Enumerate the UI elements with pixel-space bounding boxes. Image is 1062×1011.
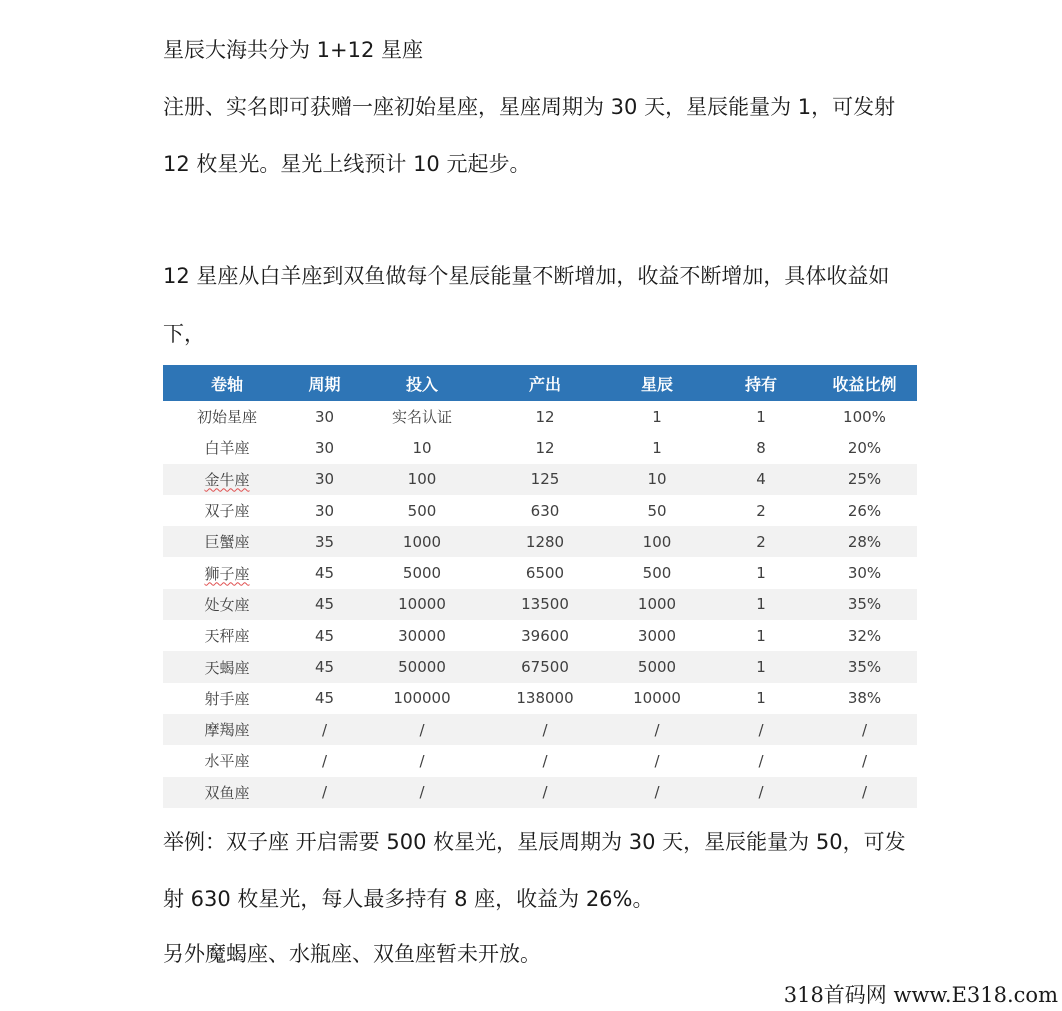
table-header-row <box>163 365 917 401</box>
cell-ratio: 28% <box>812 526 917 557</box>
cell-input: 10000 <box>358 589 486 620</box>
cell-hold: 2 <box>710 526 812 557</box>
cell-input: 100 <box>358 464 486 495</box>
cell-star: 1000 <box>604 589 710 620</box>
cell-ratio: / <box>812 777 917 808</box>
cell-hold: 1 <box>710 589 812 620</box>
cell-star: 10 <box>604 464 710 495</box>
cell-ratio: 32% <box>847 626 882 645</box>
cell-input: 5000 <box>402 564 442 583</box>
cell-scroll: 处女座 <box>163 589 291 620</box>
cell-cycle: 30 <box>314 438 335 457</box>
cell-star: 10000 <box>633 689 681 708</box>
cell-cycle: / <box>291 714 358 745</box>
cell-cycle: 45 <box>314 626 335 645</box>
intro-line-2: 注册、实名即可获赠一座初始星座，星座周期为 30 天，星辰能量为 1，可发射 <box>163 95 896 119</box>
cell-hold: 4 <box>710 464 812 495</box>
table-row <box>163 777 917 808</box>
cell-ratio: 25% <box>812 464 917 495</box>
cell-star: / <box>604 714 710 745</box>
cell-output: / <box>486 714 604 745</box>
cell-output: 630 <box>530 501 560 520</box>
cell-hold: 8 <box>756 438 766 457</box>
cell-scroll: 天秤座 <box>204 627 250 646</box>
intro-line-5: 下， <box>163 322 205 346</box>
table-row <box>163 432 917 463</box>
cell-input: 100000 <box>393 689 451 708</box>
cell-star: 1 <box>652 407 662 426</box>
cell-cycle: 45 <box>314 564 335 583</box>
site-watermark: 318首码网 www.E318.com <box>783 983 1058 1007</box>
col-header-star: 星辰 <box>604 365 710 401</box>
cell-input: / <box>358 714 486 745</box>
cell-hold: 1 <box>756 626 766 645</box>
cell-hold: 2 <box>756 501 766 520</box>
cell-ratio: 38% <box>847 689 882 708</box>
cell-scroll: 双子座 <box>204 502 250 521</box>
table-row <box>163 526 917 557</box>
cell-ratio: 30% <box>847 564 882 583</box>
cell-cycle: / <box>291 777 358 808</box>
col-header-hold: 持有 <box>710 365 812 401</box>
cell-star: 50 <box>647 501 667 520</box>
cell-scroll: 双鱼座 <box>163 777 291 808</box>
cell-ratio: / <box>812 714 917 745</box>
cell-cycle: 45 <box>314 689 335 708</box>
cell-hold: 1 <box>756 564 766 583</box>
cell-input: / <box>419 751 425 770</box>
cell-star: 1 <box>652 438 662 457</box>
cell-scroll: 初始星座 <box>196 408 257 427</box>
cell-ratio: / <box>861 751 868 770</box>
cell-star: / <box>654 751 660 770</box>
cell-scroll: 天蝎座 <box>163 651 291 682</box>
cell-hold: 1 <box>710 651 812 682</box>
table-row <box>163 401 917 432</box>
cell-output: / <box>486 777 604 808</box>
cell-scroll: 水平座 <box>204 752 250 771</box>
cell-scroll: 金牛座 <box>163 464 291 495</box>
cell-input: 10 <box>412 438 432 457</box>
cell-cycle: 45 <box>291 589 358 620</box>
col-header-output: 产出 <box>486 365 604 401</box>
constellation-table <box>163 365 917 808</box>
cell-ratio: 35% <box>812 651 917 682</box>
cell-input: 1000 <box>358 526 486 557</box>
cell-star: 3000 <box>637 626 677 645</box>
cell-star: 500 <box>642 564 672 583</box>
cell-cycle: 45 <box>291 651 358 682</box>
cell-cycle: 30 <box>314 501 335 520</box>
cell-cycle: 30 <box>291 464 358 495</box>
cell-output: 12 <box>535 407 555 426</box>
cell-hold: / <box>758 751 764 770</box>
cell-scroll: 白羊座 <box>204 439 250 458</box>
cell-hold: / <box>710 777 812 808</box>
col-header-ratio: 收益比例 <box>812 365 917 401</box>
table-row <box>163 589 917 620</box>
cell-scroll: 射手座 <box>204 689 250 708</box>
cell-input: / <box>358 777 486 808</box>
cell-input: 500 <box>407 501 437 520</box>
cell-scroll: 巨蟹座 <box>163 526 291 557</box>
table-row <box>163 464 917 495</box>
example-line-1: 举例：双子座 开启需要 500 枚星光，星辰周期为 30 天，星辰能量为 50，可发 <box>163 830 906 854</box>
table-row <box>163 714 917 745</box>
cell-hold: 1 <box>756 689 766 708</box>
cell-star: / <box>604 777 710 808</box>
cell-hold: / <box>710 714 812 745</box>
table-row <box>163 557 917 588</box>
cell-output: 39600 <box>521 626 569 645</box>
cell-input: 30000 <box>398 626 446 645</box>
cell-output: 138000 <box>516 689 574 708</box>
example-line-3: 另外魔蝎座、水瓶座、双鱼座暂未开放。 <box>163 942 541 966</box>
cell-scroll: 摩羯座 <box>163 714 291 745</box>
cell-output: 67500 <box>486 651 604 682</box>
cell-ratio: 100% <box>843 407 886 426</box>
cell-output: 6500 <box>525 564 565 583</box>
cell-ratio: 35% <box>812 589 917 620</box>
col-header-scroll: 卷轴 <box>163 365 291 401</box>
cell-input: 实名认证 <box>391 408 452 427</box>
table-row <box>163 745 917 776</box>
cell-input: 50000 <box>358 651 486 682</box>
cell-output: 1280 <box>486 526 604 557</box>
cell-hold: 1 <box>756 407 766 426</box>
table-row <box>163 620 917 651</box>
cell-output: 12 <box>535 438 555 457</box>
table-row <box>163 683 917 714</box>
intro-line-1: 星辰大海共分为 1+12 星座 <box>163 38 424 62</box>
cell-star: 100 <box>604 526 710 557</box>
col-header-cycle: 周期 <box>291 365 358 401</box>
cell-output: 13500 <box>486 589 604 620</box>
example-line-2: 射 630 枚星光，每人最多持有 8 座，收益为 26%。 <box>163 887 654 911</box>
cell-cycle: 35 <box>291 526 358 557</box>
intro-line-3: 12 枚星光。星光上线预计 10 元起步。 <box>163 152 531 176</box>
cell-cycle: 30 <box>314 407 335 426</box>
cell-output: 125 <box>486 464 604 495</box>
intro-line-4: 12 星座从白羊座到双鱼做每个星辰能量不断增加，收益不断增加，具体收益如 <box>163 264 890 288</box>
cell-cycle: / <box>321 751 328 770</box>
cell-output: / <box>542 751 548 770</box>
cell-ratio: 26% <box>847 501 882 520</box>
col-header-input: 投入 <box>358 365 486 401</box>
cell-scroll: 狮子座 <box>204 564 250 583</box>
table-row <box>163 495 917 526</box>
cell-star: 5000 <box>604 651 710 682</box>
cell-ratio: 20% <box>847 438 882 457</box>
table-row <box>163 651 917 682</box>
